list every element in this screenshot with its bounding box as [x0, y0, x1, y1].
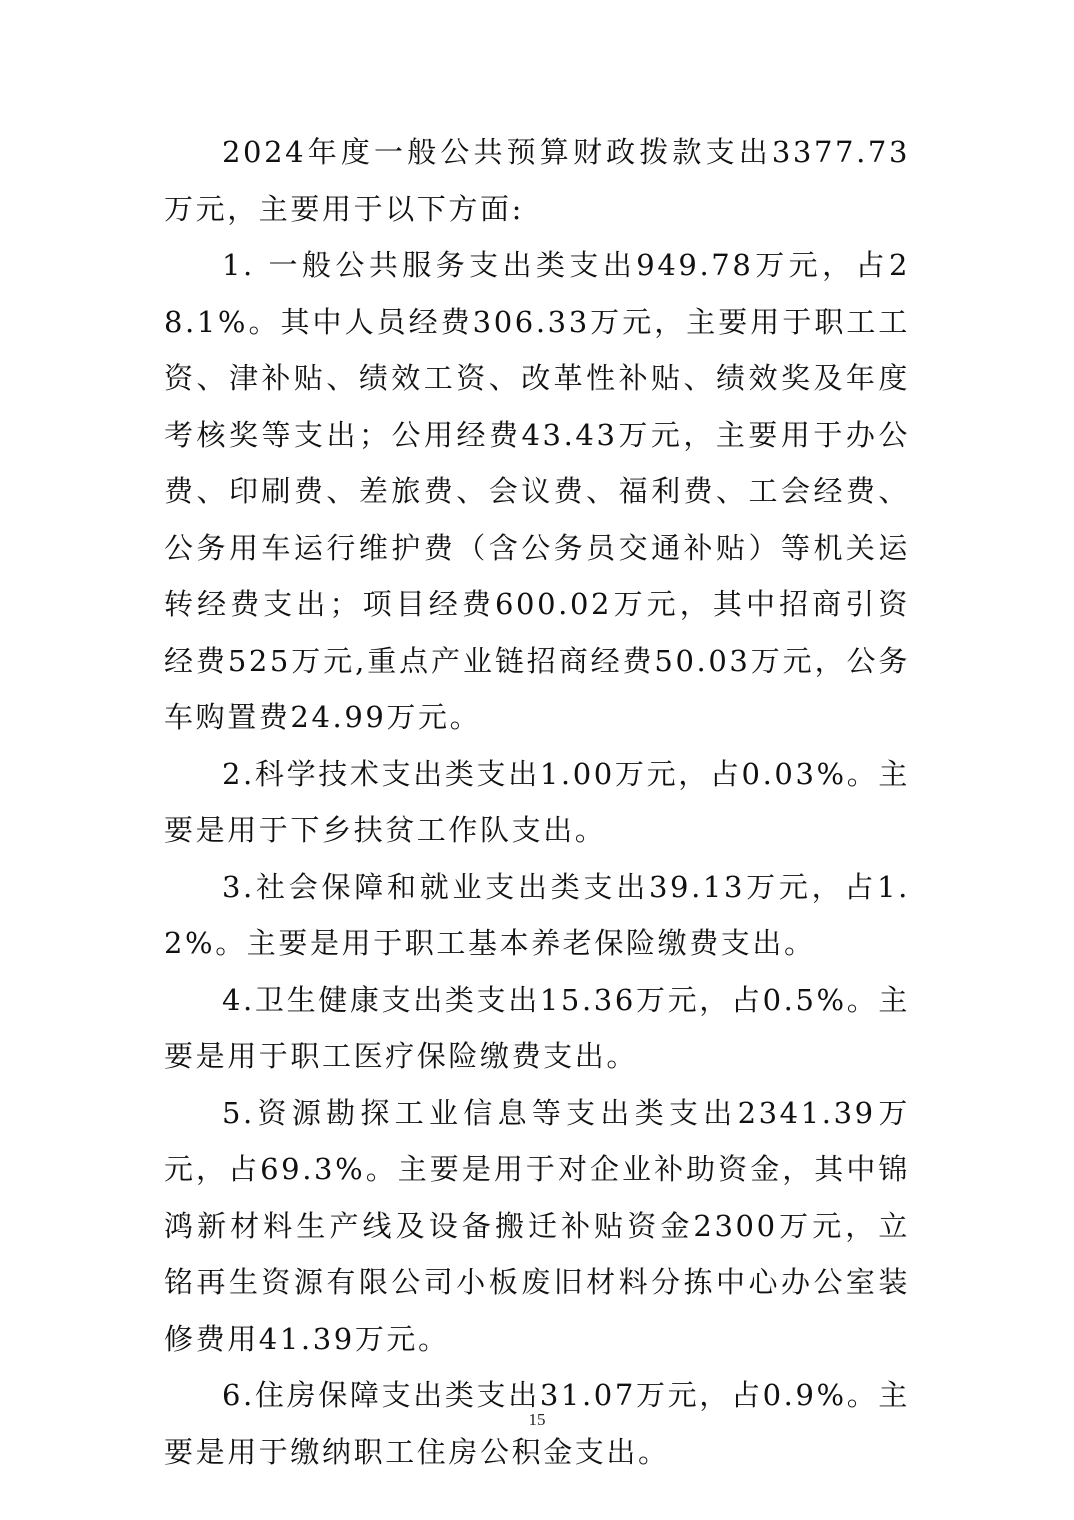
document-body: [164, 124, 910, 1480]
page-number: 15: [528, 1410, 546, 1429]
item-5-resources-industry-information: 5.资源勘探工业信息等支出类支出2341.39万元，占69.3%。主要是用于对企业补助资金，其中锦鸿新材料生产线及设备搬迁补贴资金2300万元，立铭再生资源有限公司小板废旧材料分拣中心办公室装修费用41.39万元。: [164, 1095, 910, 1356]
item-3-social-security-employment: 3.社会保障和就业支出类支出39.13万元，占1.2%。主要是用于职工基本养老保险缴费支出。: [164, 869, 910, 960]
item-2-science-technology: 2.科学技术支出类支出1.00万元，占0.03%。主要是用于下乡扶贫工作队支出。: [164, 756, 910, 847]
item-1-general-public-services: 1. 一般公共服务支出类支出949.78万元，占28.1%。其中人员经费306.33万元，主要用于职工工资、津补贴、绩效工资、改革性补贴、绩效奖及年度考核奖等支出；公用经费43.43万元，主要用于办公费、印刷费、差旅费、会议费、福利费、工会经费、公务用车运行维护费（含公务员交通补贴）等机关运转经费支出；项目经费600.02万元，其中招商引资经费525万元,重点产业链招商经费50.03万元，公务车购置费24.99万元。: [164, 248, 910, 734]
item-4-health: 4.卫生健康支出类支出15.36万元，占0.5%。主要是用于职工医疗保险缴费支出。: [164, 982, 910, 1073]
intro-paragraph: 2024年度一般公共预算财政拨款支出3377.73万元，主要用于以下方面:: [164, 135, 910, 226]
item-6-housing-security: 6.住房保障支出类支出31.07万元，占0.9%。主要是用于缴纳职工住房公积金支出。: [164, 1378, 910, 1469]
